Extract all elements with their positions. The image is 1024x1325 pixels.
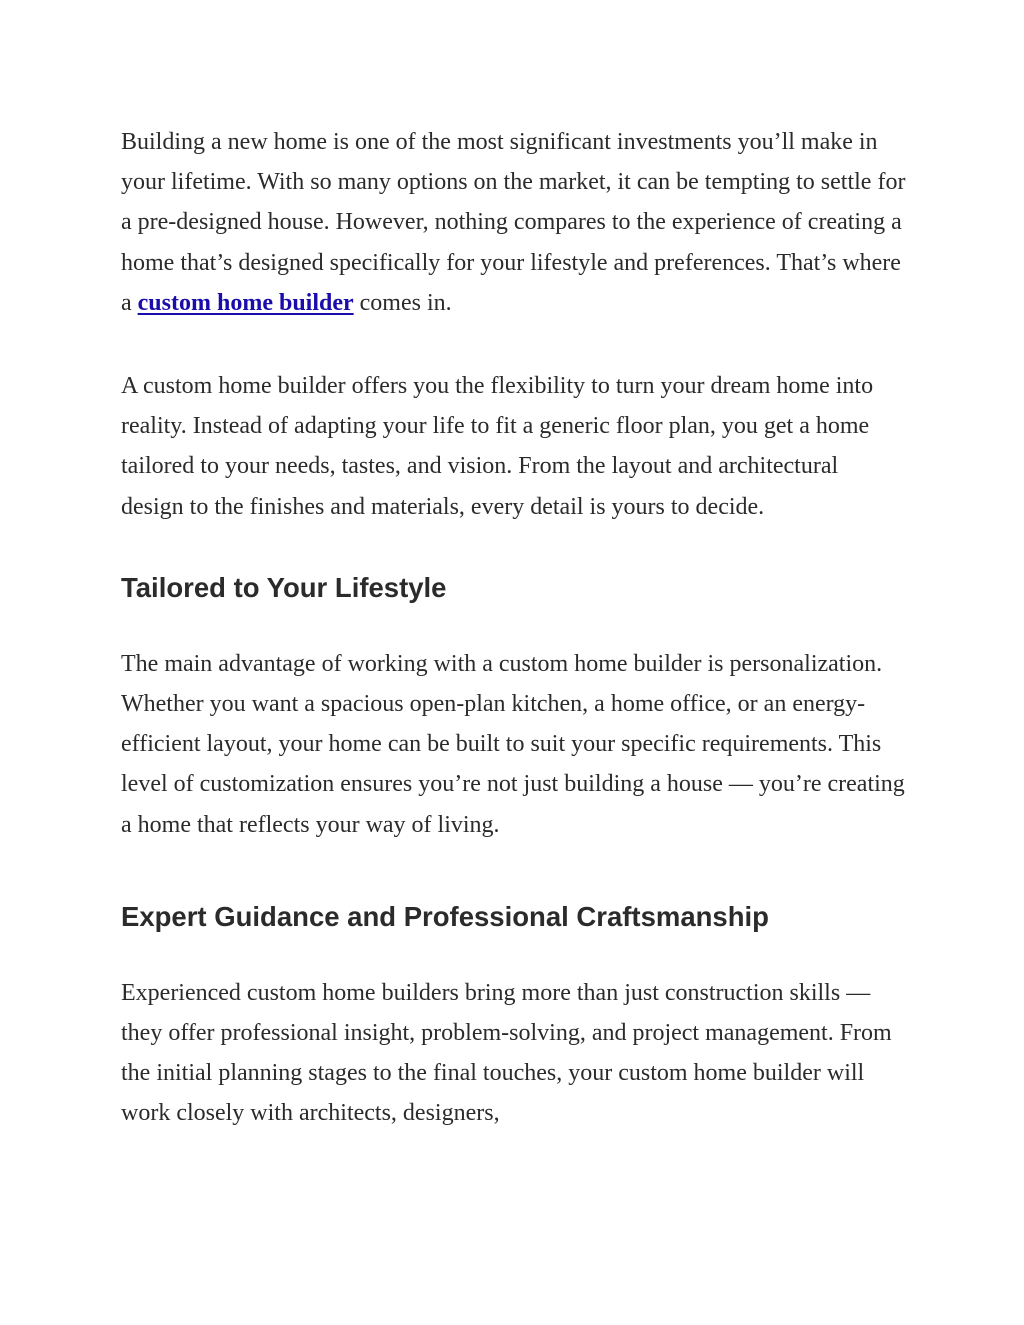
section-heading-lifestyle: Tailored to Your Lifestyle	[121, 571, 447, 603]
intro-paragraph	[121, 122, 906, 323]
flexibility-paragraph: A custom home builder offers you the flexibility to turn your dream home into reality. Instead of adapting your life to fit a generic floor plan, you get a home tailored to your needs, tastes, and vision. From the layout and architectural design to the finishes and materials, every detail is yours to decide.	[121, 373, 874, 520]
custom-home-builder-link[interactable]: custom home builder	[137, 289, 354, 316]
expert-paragraph: Experienced custom home builders bring more than just construction skills — they offer professional insight, problem-solving, and project management. From the initial planning stages to the final touches, your custom home builder will work closely with architects, designers,	[121, 979, 892, 1127]
paragraph-spacer	[121, 323, 906, 366]
intro-text: Building a new home is one of the most significant investments you’ll make in your lifetime. With so many options on the market, it can be tempting to settle for a pre-designed house. However, nothing compares to the experience of creating a home that’s designed specifically for your lifestyle and preferences. That’s where a	[121, 129, 906, 316]
intro-text-end: comes in.	[353, 289, 452, 316]
personalization-paragraph: The main advantage of working with a custom home builder is personalization. Whether you want a spacious open-plan kitchen, a home office, or an energy-efficient layout, your home can be built to suit your specific requirements. This level of customization ensures you’re not just building a house — you’re creating a home that reflects your way of living.	[121, 650, 905, 838]
document-page	[121, 122, 906, 1134]
section-heading-expert-guidance: Expert Guidance and Professional Craftsmanship	[121, 900, 769, 932]
